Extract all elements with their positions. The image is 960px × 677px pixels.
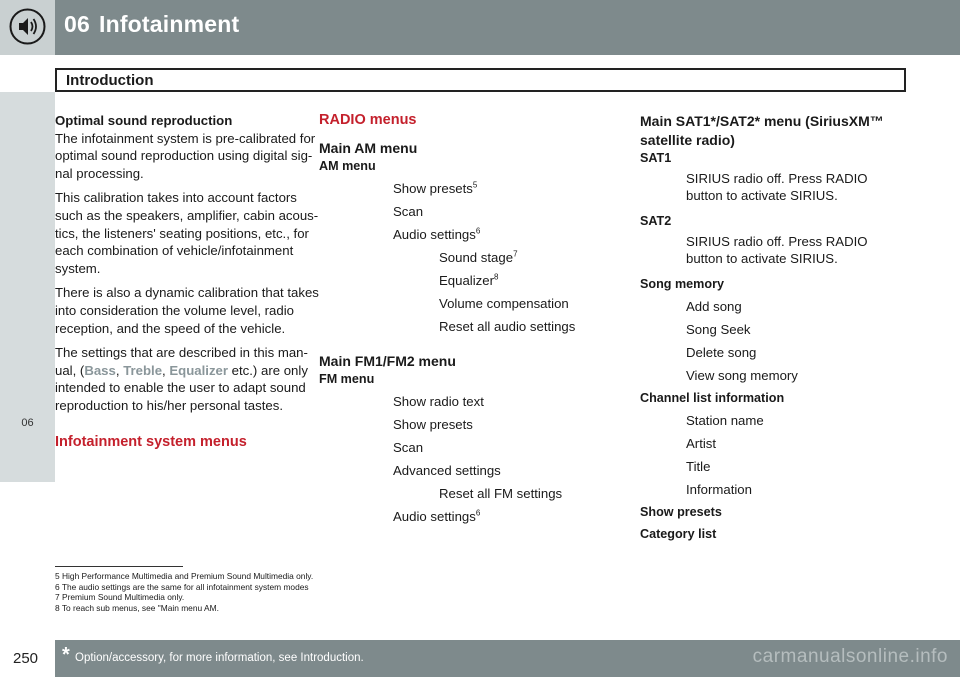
item-label: Sound stage	[439, 249, 514, 265]
menu-item-fm-reset-fm: Reset all FM settings	[439, 485, 563, 501]
treble-term: Treble	[123, 362, 163, 378]
menu-item-am-scan: Scan	[393, 203, 424, 219]
item-label: Audio settings	[393, 508, 476, 524]
separator: ,	[115, 362, 124, 378]
menu-item-am-equalizer	[439, 272, 604, 289]
menu-item-am-reset-audio: Reset all audio settings	[439, 318, 576, 334]
footnote-ref: 6	[475, 226, 481, 236]
menu-item-am-volume-compensation: Volume compensation	[439, 295, 569, 311]
separator: ,	[162, 362, 170, 378]
column-left	[55, 112, 320, 451]
menu-item-artist: Artist	[686, 436, 717, 451]
chapter-number: 06	[64, 11, 90, 37]
channel-list-info-label: Channel list information	[640, 391, 785, 405]
main-sat-menu-heading: Main SAT1*/SAT2* menu (SiriusXM™ satellite radio)	[640, 113, 884, 148]
menu-item-add-song: Add song	[686, 299, 742, 314]
footnote-text: Premium Sound Multimedia only.	[62, 592, 185, 602]
option-star: *	[62, 644, 70, 666]
fm-menu-label: FM menu	[319, 371, 375, 386]
footnote-number: 7	[55, 592, 60, 602]
menu-item-fm-audio-settings	[393, 508, 604, 525]
sat2-label: SAT2	[640, 214, 672, 228]
footnote-number: 8	[55, 602, 60, 613]
menu-item-am-audio-settings	[393, 226, 604, 243]
main-am-menu-heading: Main AM menu	[319, 139, 418, 156]
menu-item-am-show-presets	[393, 180, 604, 197]
chapter-icon-box	[0, 0, 55, 55]
footnote-number: 6	[55, 581, 60, 592]
category-list-label: Category list	[640, 527, 717, 541]
show-presets-label: Show presets	[640, 505, 722, 519]
menu-item-delete-song: Delete song	[686, 345, 757, 360]
paragraph-factors: This calibration takes into account factors such as the speakers, amplifier, cabin acous-tics, the listeners' seating positions, etc., for each combination of vehicle/infotainment system.	[55, 190, 319, 276]
paragraph-calibration: The infotainment system is pre-calibrated for optimal sound reproduction using digital sig-nal processing.	[55, 130, 316, 181]
am-menu-label: AM menu	[319, 158, 376, 173]
main-fm-menu-heading: Main FM1/FM2 menu	[319, 352, 456, 369]
sat1-label: SAT1	[640, 151, 672, 165]
footnote-ref: 5	[472, 180, 478, 190]
radio-menus-heading: RADIO menus	[319, 112, 417, 128]
watermark: carmanualsonline.info	[752, 646, 948, 667]
footnote-8	[55, 603, 313, 614]
footnote-ref: 6	[475, 508, 481, 518]
footnote-text: High Performance Multimedia and Premium Sound Multimedia only.	[62, 571, 314, 581]
footnotes	[55, 571, 313, 613]
settings-text-start: The settings that are described in this man-ual, (	[55, 345, 308, 378]
chapter-title	[64, 11, 239, 38]
chapter-name: Infotainment	[98, 11, 240, 37]
item-label: Equalizer	[439, 272, 494, 288]
paragraph-settings	[55, 344, 320, 414]
settings-text-end: etc.) are only intended to enable the user to adapt sound reproduction to his/her personal tastes.	[55, 362, 308, 413]
section-title: Introduction	[66, 72, 154, 89]
menu-item-fm-scan: Scan	[393, 439, 424, 455]
footnote-7	[55, 592, 313, 603]
equalizer-term: Equalizer	[169, 362, 229, 378]
menu-item-title: Title	[686, 459, 711, 474]
sat2-text: SIRIUS radio off. Press RADIO button to activate SIRIUS.	[686, 234, 868, 266]
footnote-number: 5	[55, 571, 60, 581]
menu-item-information: Information	[686, 482, 752, 497]
menu-item-fm-advanced-settings: Advanced settings	[393, 462, 501, 478]
song-memory-label: Song memory	[640, 277, 724, 291]
menu-item-song-seek: Song Seek	[686, 322, 751, 337]
footnote-divider	[55, 566, 183, 567]
page-number: 250	[13, 650, 39, 667]
column-middle	[319, 112, 604, 525]
item-label: Show presets	[393, 180, 473, 196]
footer-note: Option/accessory, for more information, see Introduction.	[75, 652, 364, 664]
column-right	[640, 112, 900, 542]
footnote-ref: 7	[513, 249, 518, 259]
footnote-text: The audio settings are the same for all infotainment system modes	[61, 581, 309, 592]
sat1-text: SIRIUS radio off. Press RADIO button to activate SIRIUS.	[686, 171, 868, 203]
infotainment-menus-heading: Infotainment system menus	[55, 433, 247, 450]
footnote-5	[55, 571, 313, 582]
item-label: Audio settings	[393, 226, 476, 242]
menu-item-fm-show-presets: Show presets	[393, 416, 473, 432]
menu-item-station-name: Station name	[686, 413, 764, 428]
side-tab-label: 06	[21, 417, 34, 429]
footnote-6	[55, 582, 313, 593]
menu-item-am-sound-stage	[439, 249, 604, 266]
footnote-text: To reach sub menus, see "Main menu AM.	[61, 602, 219, 613]
menu-item-view-song-memory: View song memory	[686, 368, 798, 383]
section-title-box	[55, 68, 906, 92]
footnote-ref: 8	[493, 272, 499, 282]
bass-term: Bass	[84, 362, 116, 378]
speaker-icon	[9, 8, 46, 45]
menu-item-fm-show-radio-text: Show radio text	[393, 393, 484, 409]
optimal-sound-heading: Optimal sound reproduction	[55, 113, 233, 128]
chapter-side-tab	[0, 92, 55, 482]
paragraph-dynamic: There is also a dynamic calibration that takes into consideration the volume level, radio reception, and the speed of the vehicle.	[55, 285, 319, 336]
